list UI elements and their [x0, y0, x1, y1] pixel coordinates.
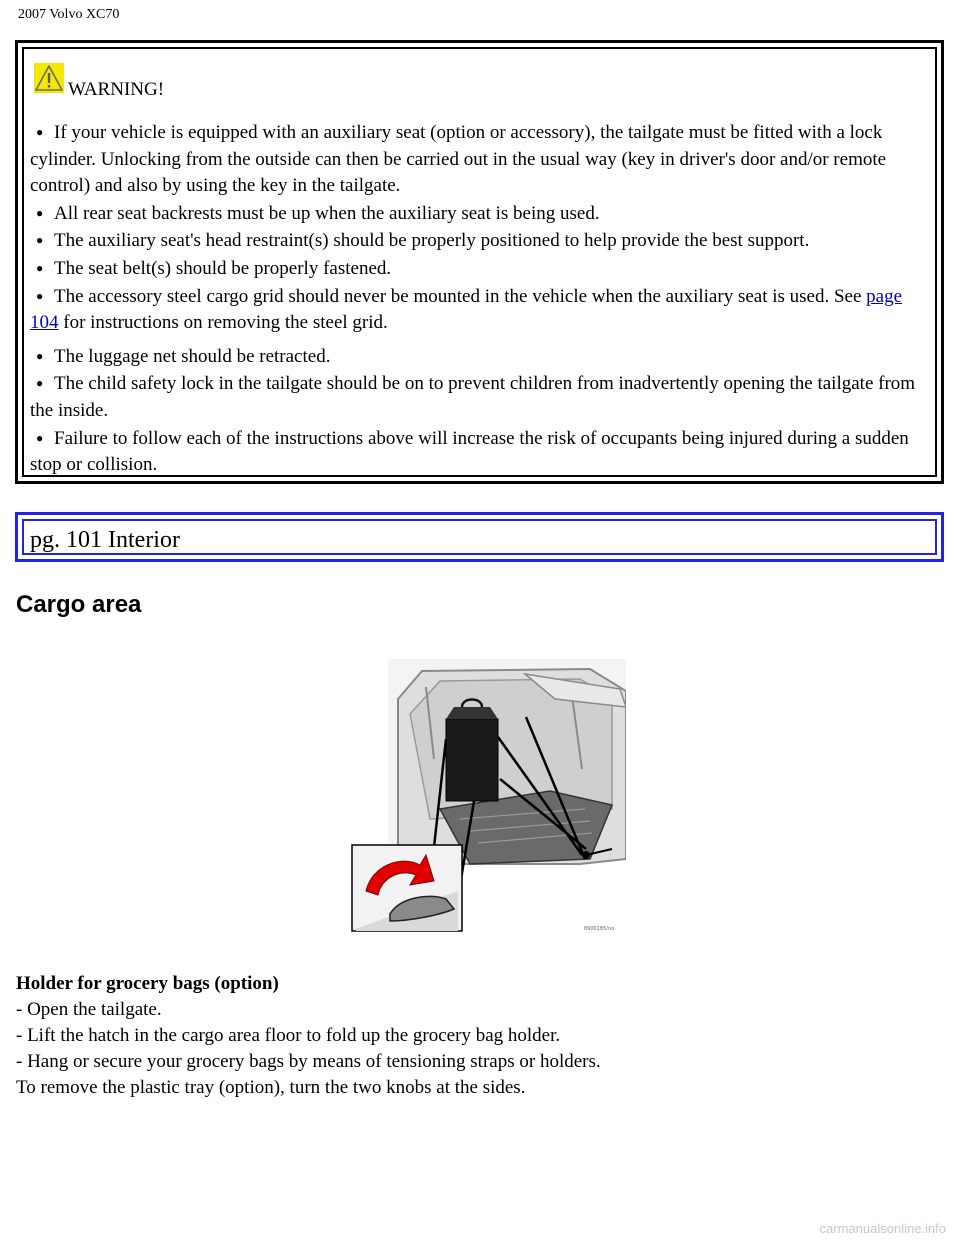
warning-box [15, 40, 944, 484]
warning-bullet: ● The seat belt(s) should be properly fastened. [30, 255, 929, 283]
warning-bullet-cargo-grid: ● The accessory steel cargo grid should never be mounted in the vehicle when the auxiliary seat is used. See page 104 for instructions on removing the steel grid. [30, 283, 929, 337]
warning-bullet: ● The child safety lock in the tailgate should be on to prevent children from inadvertently opening the tailgate from the inside. [30, 370, 929, 424]
bullet-dot-icon: ● [36, 348, 44, 363]
warning-title-row [30, 63, 929, 103]
warning-bullet-list [30, 119, 929, 479]
warning-title: WARNING! [68, 79, 165, 100]
warning-triangle-icon [34, 63, 64, 93]
warning-bullet: ● The auxiliary seat's head restraint(s) should be properly positioned to help provide the best support. [30, 227, 929, 255]
bullet-dot-icon: ● [36, 205, 44, 220]
warning-bullet: ● The luggage net should be retracted. [30, 343, 929, 371]
bullet-dot-icon: ● [36, 260, 44, 275]
caption-title: Holder for grocery bags (option) [16, 973, 279, 994]
figure-caption [16, 971, 601, 1101]
cargo-area-drawing [350, 659, 626, 937]
caption-line: To remove the plastic tray (option), turn the two knobs at the sides. [16, 1077, 526, 1098]
bullet-dot-icon: ● [36, 125, 44, 139]
document-header: 2007 Volvo XC70 [18, 7, 120, 22]
warning-box-inner [22, 47, 937, 477]
cargo-area-illustration [350, 659, 626, 937]
figure-code: 8900185/no [584, 926, 615, 932]
caption-line: - Open the tailgate. [16, 999, 162, 1020]
warning-bullet: ● If your vehicle is equipped with an auxiliary seat (option or accessory), the tailgate must be fitted with a lock cylinder. Unlocking from the outside can then be carried out in the usual way (key in driver's door and/or remote control) and also by using the key in the tailgate. [30, 119, 929, 200]
page-104-link[interactable]: page 104 [30, 285, 903, 334]
page-heading-inner [22, 519, 937, 555]
bullet-dot-icon: ● [36, 376, 44, 391]
caption-line: - Hang or secure your grocery bags by means of tensioning straps or holders. [16, 1051, 601, 1072]
warning-bullet: ● All rear seat backrests must be up when the auxiliary seat is being used. [30, 200, 929, 228]
page-heading-box [15, 512, 944, 562]
bullet-dot-icon: ● [36, 430, 44, 445]
caption-line: - Lift the hatch in the cargo area floor to fold up the grocery bag holder. [16, 1025, 561, 1046]
watermark: carmanualsonline.info [819, 1221, 946, 1236]
section-title: Cargo area [16, 591, 142, 618]
page-heading: pg. 101 Interior [30, 527, 180, 553]
bullet-dot-icon: ● [36, 233, 44, 248]
warning-bullet: ● Failure to follow each of the instructions above will increase the risk of occupants being injured during a sudden stop or collision. [30, 425, 929, 479]
bullet-dot-icon: ● [36, 288, 44, 303]
